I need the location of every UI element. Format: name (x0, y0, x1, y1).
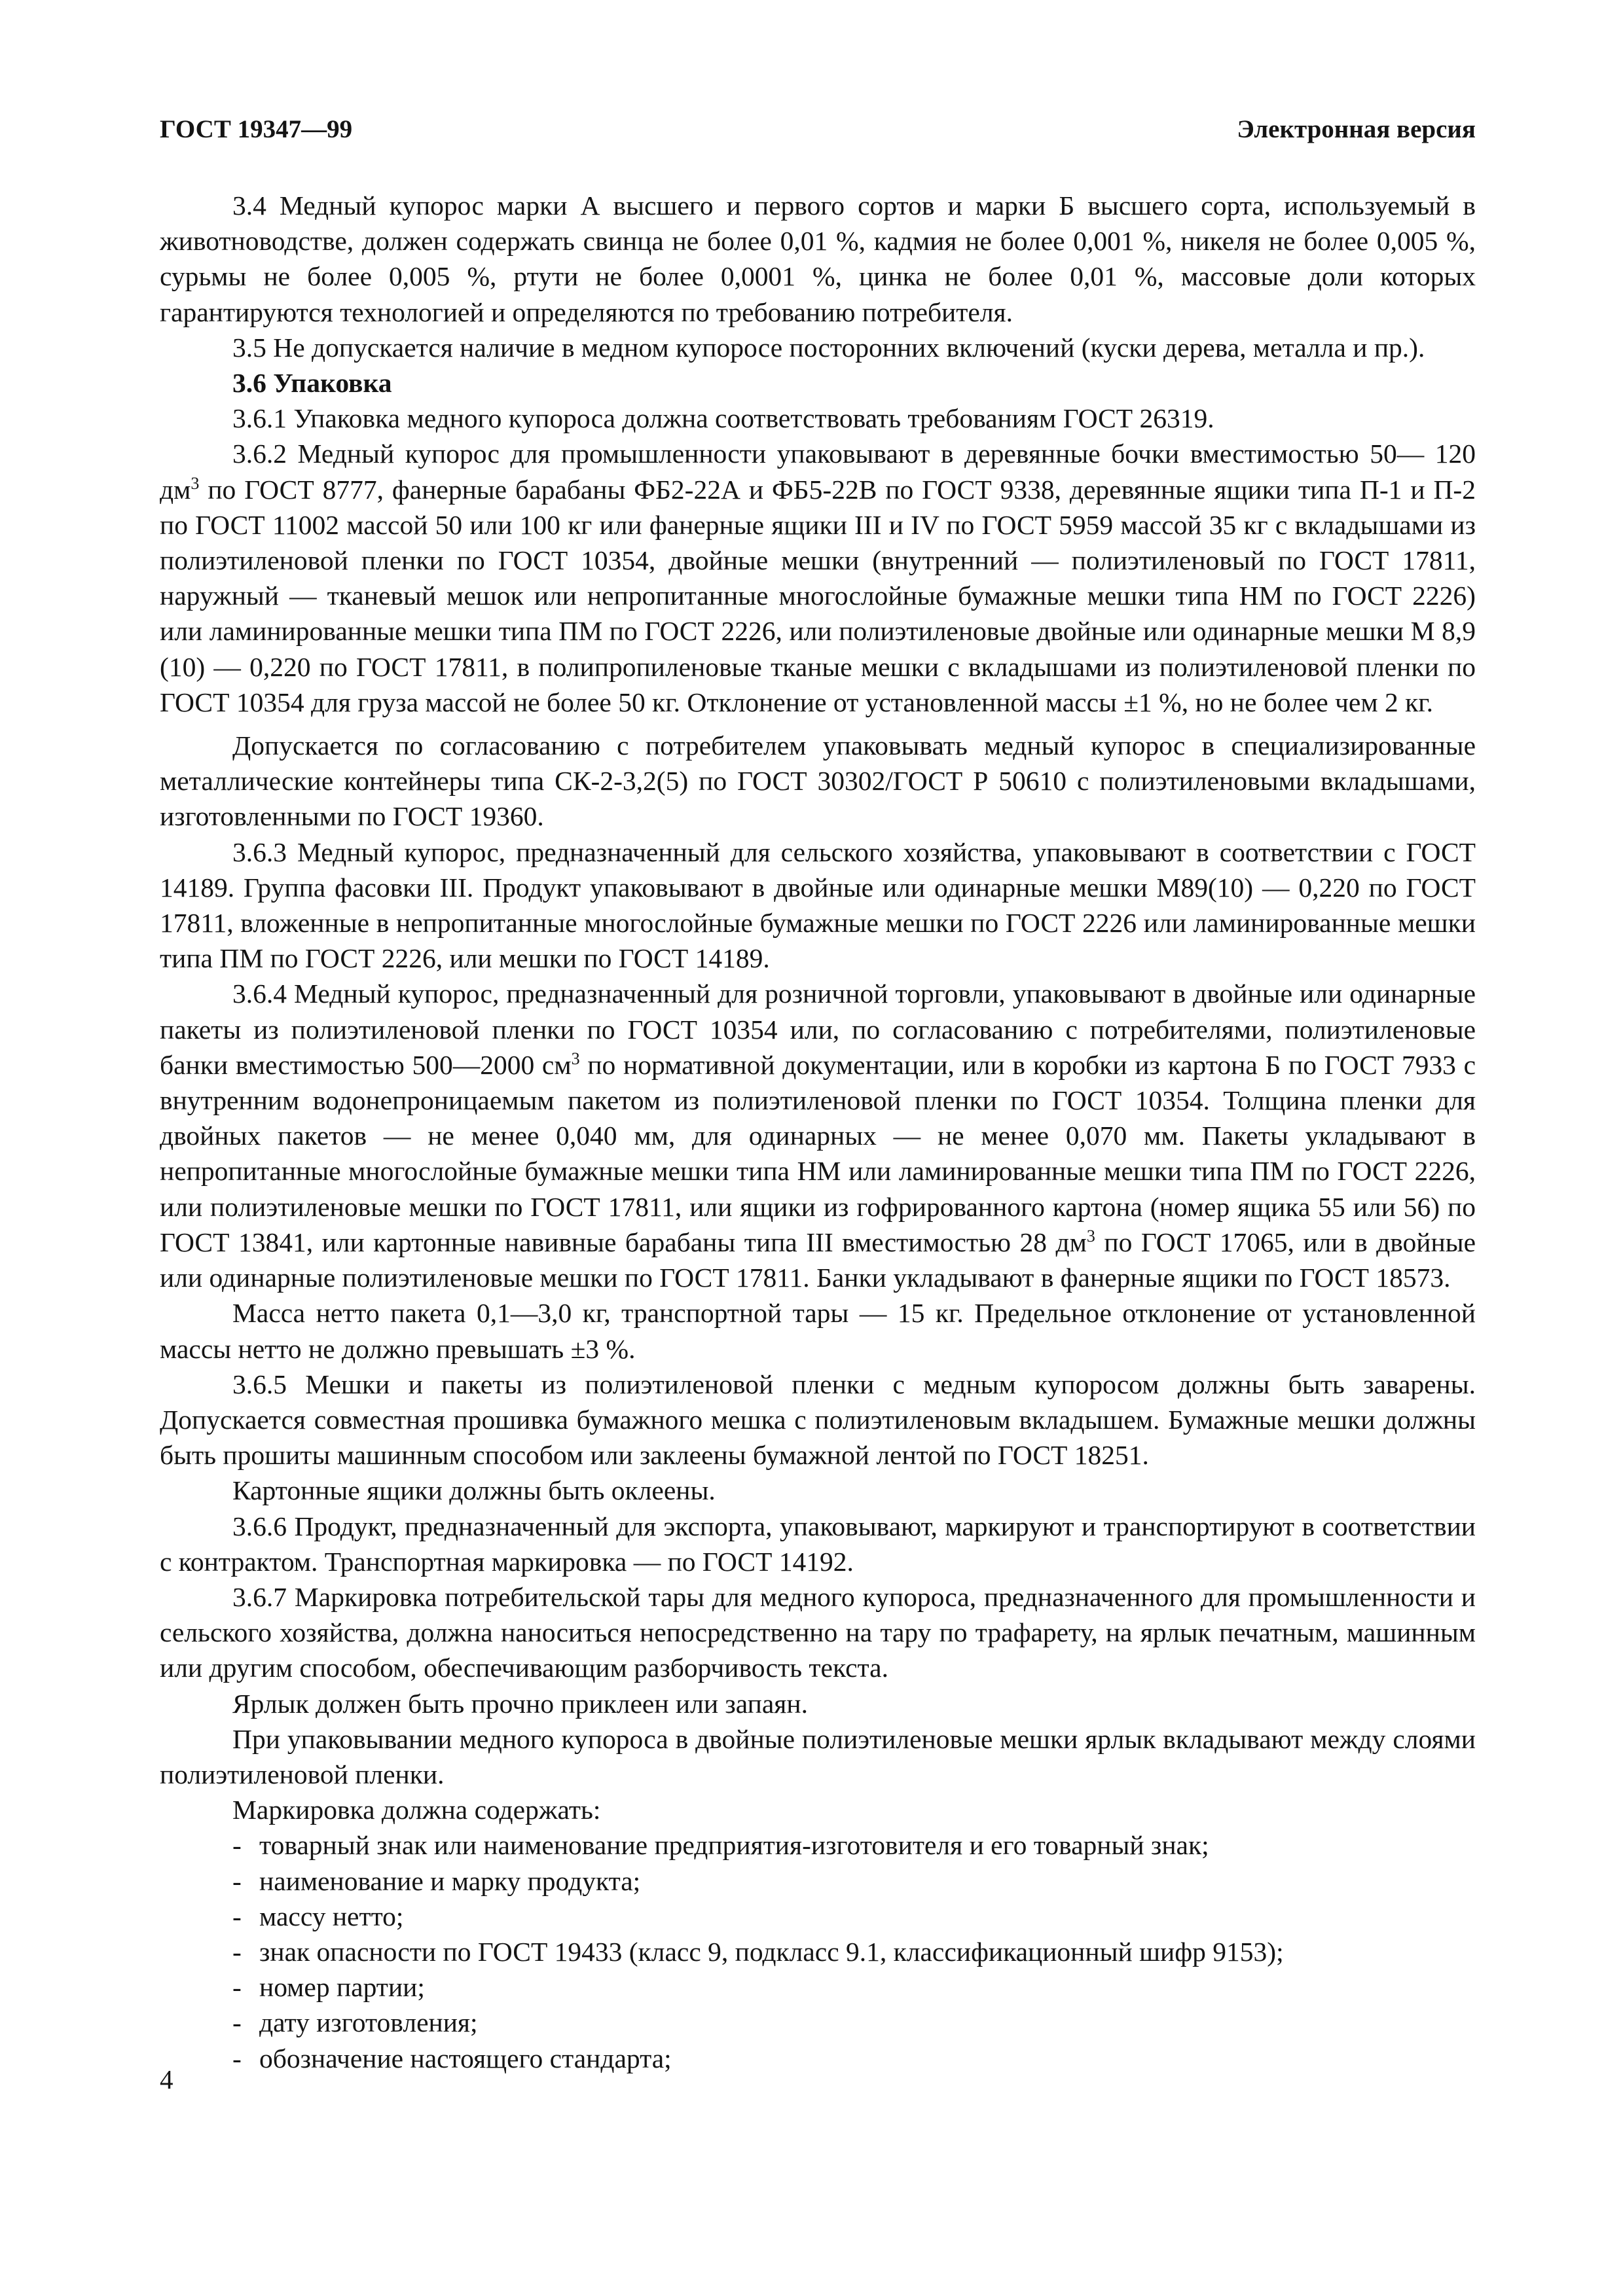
superscript: 3 (1086, 1226, 1095, 1246)
section-heading-3-6: 3.6 Упаковка (232, 368, 392, 399)
document-body (160, 188, 1476, 2076)
paragraph-3-4: 3.4 Медный купорос марки А высшего и первого сортов и марки Б высшего сорта, используемый в животноводстве, должен содержать свинца не более 0,01 %, кадмия не более 0,001 %, никеля не более 0,005 %, сурьмы не более 0,005 %, ртути не более 0,0001 %, цинка не более 0,01 %, массовые доли которых гарантируются технологией и определяются по требованию потребителя. (160, 190, 1476, 327)
paragraph-bags: При упаковывании медного купороса в двойные полиэтиленовые мешки ярлык вкладывают между слоями полиэтиленовой пленки. (160, 1723, 1476, 1789)
superscript: 3 (571, 1049, 580, 1068)
paragraph-3-6-5: 3.6.5 Мешки и пакеты из полиэтиленовой пленки с медным купоросом должны быть заварены. Допускается совместная прошивка бумажного мешка с полиэтиленовым вкладышем. Бумажные мешки должны быть прошиты машинным способом или заклеены бумажной лентой по ГОСТ 18251. (160, 1369, 1476, 1471)
marking-list (160, 1827, 1476, 2075)
paragraph-3-6-4-part-b: по нормативной документации, или в коробки из картона Б по ГОСТ 7933 с внутренним водонепроницаемым пакетом из полиэтиленовой пленки по ГОСТ 10354. Толщина пленки для двойных пакетов — не менее 0,040 мм, для одинарных — не менее 0,070 мм. Пакеты укладывают в непропитанные многослойные бумажные мешки типа НМ или ламинированные мешки типа ПМ по ГОСТ 2226, или полиэтиленовые мешки по ГОСТ 17811, или ящики из гофрированного картона (номер ящика 55 или 56) по ГОСТ 13841, или картонные навивные барабаны типа III вместимостью 28 дм (160, 1049, 1476, 1257)
paragraph-3-6-3: 3.6.3 Медный купорос, предназначенный для сельского хозяйства, упаковывают в соответствии с ГОСТ 14189. Группа фасовки III. Продукт упаковывают в двойные или одинарные мешки М89(10) — 0,220 по ГОСТ 17811, вложенные в непропитанные многослойные бумажные мешки по ГОСТ 2226 или ламинированные мешки типа ПМ по ГОСТ 2226, или мешки по ГОСТ 14189. (160, 836, 1476, 974)
list-item-text: номер партии; (259, 1972, 425, 2003)
paragraph-3-6-7: 3.6.7 Маркировка потребительской тары для медного купороса, предназначенного для промышленности и сельского хозяйства, должна наноситься непосредственно на тару по трафарету, на ярлык печатным, машинным или другим способом, обеспечивающим разборчивость текста. (160, 1581, 1476, 1683)
list-item (160, 2041, 1476, 2076)
edition-label: Электронная версия (1237, 115, 1476, 143)
page-header (160, 110, 1476, 149)
list-item-text: наименование и марку продукта; (259, 1865, 641, 1896)
list-dash: - (232, 1865, 242, 1896)
paragraph-3-6-2 (160, 436, 1476, 720)
paragraph-boxes: Картонные ящики должны быть оклеены. (232, 1475, 716, 1506)
list-item-text: обозначение настоящего стандарта; (259, 2043, 672, 2073)
superscript: 3 (191, 473, 200, 493)
page-number: 4 (160, 2064, 173, 2094)
list-item-text: массу нетто; (259, 1901, 404, 1931)
list-item-text: знак опасности по ГОСТ 19433 (класс 9, подкласс 9.1, классификационный шифр 9153); (259, 1936, 1284, 1967)
paragraph-3-6-4-part-c: по ГОСТ 17065, или в двойные или одинарные полиэтиленовые мешки по ГОСТ 17811. Банки укладывают в фанерные ящики по ГОСТ 18573. (160, 1227, 1476, 1293)
paragraph-3-6-4 (160, 976, 1476, 1295)
list-item (160, 1969, 1476, 2005)
list-dash: - (232, 2007, 242, 2038)
paragraph-3-6-4-part-a: 3.6.4 Медный купорос, предназначенный для розничной торговли, упаковывают в двойные или одинарные пакеты из полиэтиленовой пленки по ГОСТ 10354 или, по согласованию с потребителями, полиэтиленовые банки вместимостью 500—2000 см (160, 978, 1476, 1080)
paragraph-3-5: 3.5 Не допускается наличие в медном купоросе посторонних включений (куски дерева, металла и пр.). (232, 332, 1425, 363)
paragraph-3-6-2-part-a: 3.6.2 Медный купорос для промышленности упаковывают в деревянные бочки вместимостью 50— 120 дм (160, 439, 1476, 505)
list-dash: - (232, 1972, 242, 2003)
list-item-text: дату изготовления; (259, 2007, 478, 2038)
paragraph-label: Ярлык должен быть прочно приклеен или запаян. (232, 1688, 808, 1719)
paragraph-3-6-1: 3.6.1 Упаковка медного купороса должна соответствовать требованиям ГОСТ 26319. (232, 403, 1214, 434)
list-item (160, 1827, 1476, 1863)
standard-number: ГОСТ 19347—99 (160, 115, 353, 143)
list-dash: - (232, 1901, 242, 1931)
list-dash: - (232, 1936, 242, 1967)
list-item (160, 1899, 1476, 1934)
list-item-text: товарный знак или наименование предприятия-изготовителя и его товарный знак; (259, 1830, 1209, 1861)
list-item (160, 1934, 1476, 1969)
paragraph-marking: Маркировка должна содержать: (232, 1795, 601, 1825)
paragraph-containers: Допускается по согласованию с потребителем упаковывать медный купорос в специализированные металлические контейнеры типа СК-2-3,2(5) по ГОСТ 30302/ГОСТ Р 50610 с полиэтиленовыми вкладышами, изготовленными по ГОСТ 19360. (160, 730, 1476, 832)
list-dash: - (232, 2043, 242, 2073)
list-item (160, 2005, 1476, 2040)
paragraph-mass: Масса нетто пакета 0,1—3,0 кг, транспортной тары — 15 кг. Предельное отклонение от установленной массы нетто не должно превышать ±3 %. (160, 1298, 1476, 1364)
list-item (160, 1863, 1476, 1899)
list-dash: - (232, 1830, 242, 1861)
paragraph-3-6-2-part-b: по ГОСТ 8777, фанерные барабаны ФБ2-22А и ФБ5-22В по ГОСТ 9338, деревянные ящики типа П-1 и П-2 по ГОСТ 11002 массой 50 или 100 кг или фанерные ящики III и IV по ГОСТ 5959 массой 35 кг с вкладышами из полиэтиленовой пленки по ГОСТ 10354, двойные мешки (внутренний — полиэтиленовый по ГОСТ 17811, наружный — тканевый мешок или непропитанные многослойные бумажные мешки типа НМ по ГОСТ 2226) или ламинированные мешки типа ПМ по ГОСТ 2226, или полиэтиленовые двойные или одинарные мешки М 8,9 (10) — 0,220 по ГОСТ 17811, в полипропиленовые тканые мешки с вкладышами из полиэтиленовой пленки по ГОСТ 10354 для груза массой не более 50 кг. Отклонение от установленной массы ±1 %, но не более чем 2 кг. (160, 474, 1476, 717)
paragraph-3-6-6: 3.6.6 Продукт, предназначенный для экспорта, упаковывают, маркируют и транспортируют в соответствии с контрактом. Транспортная маркировка — по ГОСТ 14192. (160, 1511, 1476, 1577)
